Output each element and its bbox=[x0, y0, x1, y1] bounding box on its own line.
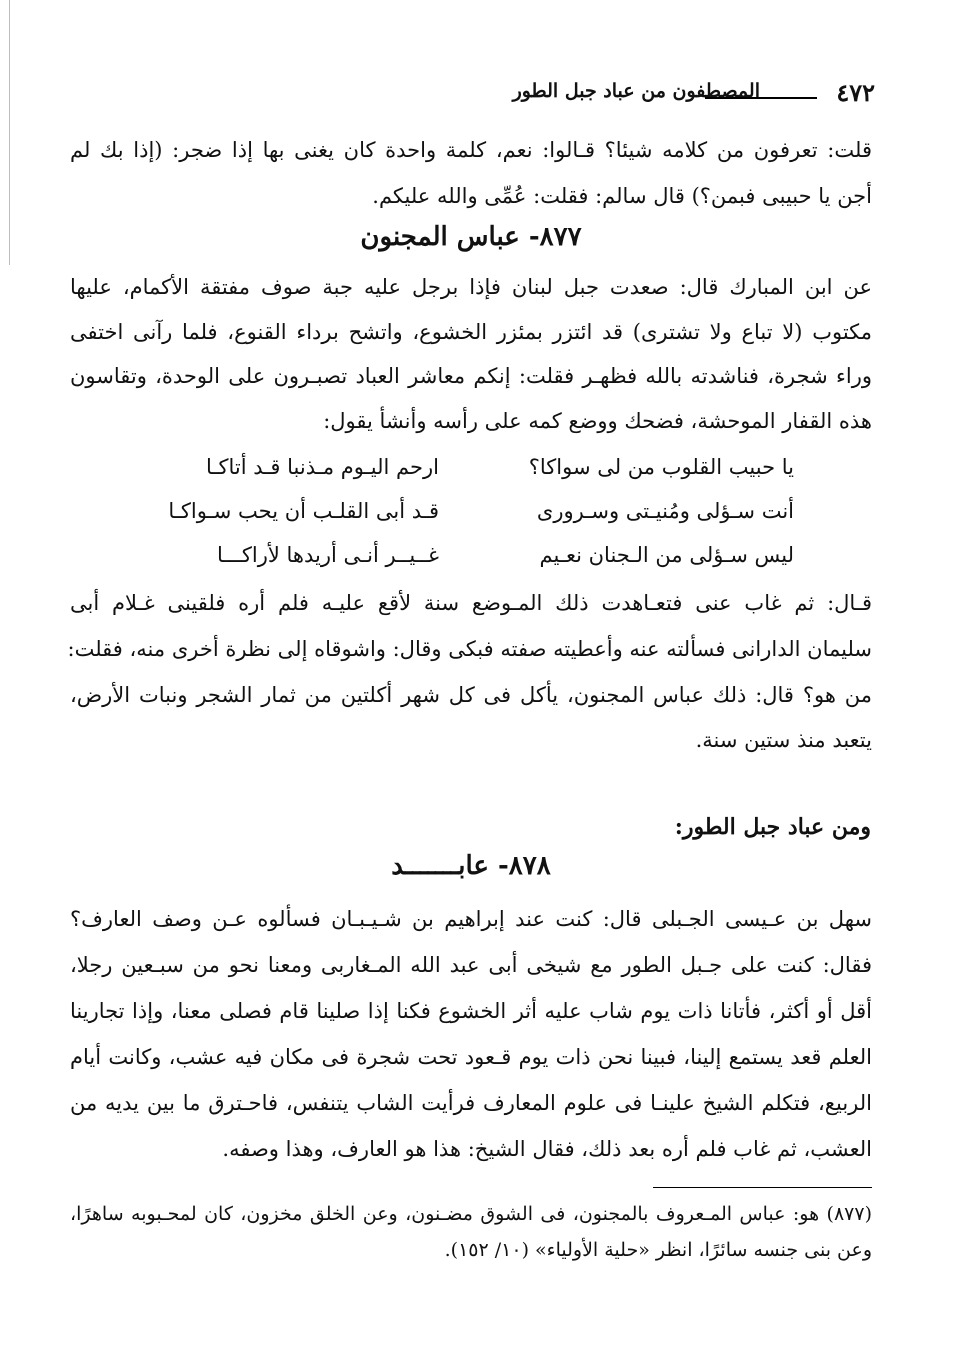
s878-line-5: الربيع، فتكلم الشيخ علينـا فى علوم المعارف فرأيت الشاب يتنفس، فاحـترق ما بين يديه من bbox=[70, 1091, 872, 1115]
poem-verse bbox=[70, 535, 872, 579]
intro-line-1: قلت: تعرفون من كلامه شيئا؟ قـالوا: نعم، كلمة واحدة كان يغنى بها إذا ضجر: (إذا بك لم bbox=[70, 138, 872, 162]
s878-line-3: أقل أو أكثر، فأتانا ذات يوم شاب عليه أثر الخشوع فكنا إذا صلينا قام فصلى معنا، وإذا تجارينا bbox=[70, 999, 872, 1023]
section-878-title: ٨٧٨- عابـــــــد bbox=[391, 851, 551, 881]
poem-hemistich-second: ارحم اليـوم مـذنبا قـد أتاكـا bbox=[205, 455, 439, 479]
poem-verse bbox=[70, 447, 872, 491]
scan-edge-line bbox=[9, 0, 10, 265]
s878-line-4: العلم قعد يستمع إلينا، فبينا نحن ذات يوم قـعود تحت شجرة فى مكان فيه عشب، وكانت أيام bbox=[70, 1045, 872, 1069]
page-number: ٤٧٢ bbox=[836, 78, 875, 107]
poem-hemistich-second: قـد أبى القلـب أن يحب سـواكـا bbox=[168, 499, 439, 523]
header-rule bbox=[705, 97, 817, 99]
running-header bbox=[70, 80, 875, 114]
section-877-title: ٨٧٧- عباس المجنون bbox=[360, 222, 582, 252]
footnote-rule bbox=[653, 1187, 872, 1188]
poem-hemistich-first: يا حبيب القلوب من لى سواكا؟ bbox=[528, 455, 794, 479]
s878-line-6: العشب، ثم غاب فلم أره بعد ذلك، فقال الشيخ: هذا هو العارف، وهذا وصفه. bbox=[222, 1137, 872, 1161]
s877-line-4: هذه القفار الموحشة، فضحك ووضع كمه على رأسه وأنشأ يقول: bbox=[323, 409, 872, 433]
s877b-line-3: من هو؟ قال: ذلك عباس المجنون، يأكل فى كل شهر أكلتين من ثمار الشجر ونبات الأرض، bbox=[70, 683, 872, 707]
poem bbox=[70, 447, 872, 579]
s877-line-3: وراء شجرة، فناشدته بالله فظهـر فقلت: إنكم معاشر العباد تصبـرون على الوحدة، وتقاسون bbox=[70, 364, 872, 388]
header-title: المصطفون من عباد جبل الطور bbox=[512, 80, 760, 102]
s878-line-2: فقال: كنت على جـبل الطور مع شيخى أبى عبد الله المـغاربى ومعنا نحو من سبـعين رجلا، bbox=[70, 953, 872, 977]
s877-line-2: مكتوب (لا تباع ولا تشترى) قد ائتزر بمئزر الخشوع، واتشح برداء القنوع، فلما رآنى اختفى bbox=[70, 320, 872, 344]
poem-hemistich-second: غــيــر أنـى أريدها لأراكـــا bbox=[217, 543, 439, 567]
poem-hemistich-first: أنت سـؤلى ومُنيـتى وسـرورى bbox=[536, 499, 794, 523]
poem-verse bbox=[70, 491, 872, 535]
subheading: ومن عباد جبل الطور: bbox=[674, 814, 871, 840]
poem-hemistich-first: ليس سـؤلى من الـجنان نعـيم bbox=[539, 543, 794, 567]
footnote-line-1: (٨٧٧) هو: عباس المـعروف بالمجنون، فى الشوق مضـنون، وعن الخلق مخزون، كان لمحـبوبه ساهرًا، bbox=[70, 1203, 872, 1225]
s878-line-1: سهل بن عـيسى الجـبلى قال: كنت عند إبراهيم بن شـيـبـان فسألوه عـن وصف العارف؟ bbox=[70, 907, 872, 931]
s877-line-1: عن ابن المبارك قال: صعدت جبل لبنان فإذا برجل عليه جبة صوف مفتقة الأكمام، عليها bbox=[70, 275, 872, 299]
s877b-line-2: سليمان الدارانى فسألته عنه وأعطيته صفته فبكى وقال: واشوقاه إلى نظرة أخرى منه، فقلت: bbox=[67, 637, 872, 661]
s877b-line-4: يتعبد منذ ستين سنة. bbox=[695, 728, 872, 752]
s877b-line-1: قـال: ثم غاب عنى فتعـاهدت ذلك المـوضع سنة لأقع عليـه فلم أره فلقينى غـلام أبى bbox=[70, 591, 872, 615]
intro-line-2: أجن يا حبيبى فبمن؟) قال سالم: فقلت: عُمِّى والله عليكم. bbox=[372, 184, 872, 208]
footnote-line-2: وعن بنى جنسه سائرًا، انظر «حلية الأولياء» (١٠/ ١٥٢). bbox=[444, 1239, 872, 1261]
